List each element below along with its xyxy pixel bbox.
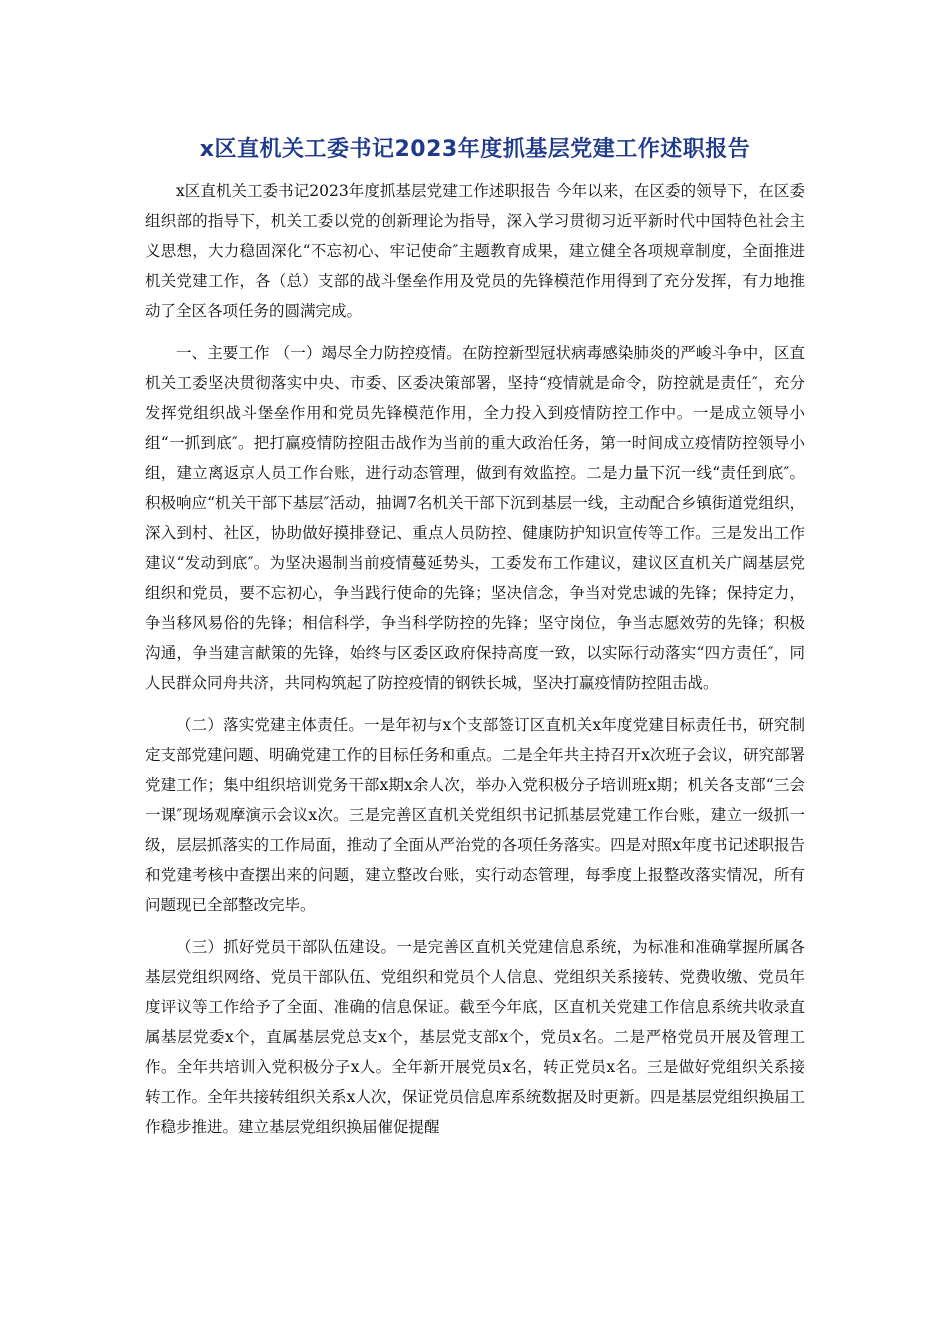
paragraph-intro: x区直机关工委书记2023年度抓基层党建工作述职报告 今年以来，在区委的领导下，在区委组织部的指导下，机关工委以党的创新理论为指导，深入学习贯彻习近平新时代中国特色社会主义思想，大力稳固深化“不忘初心、牢记使命″主题教育成果，建立健全各项规章制度，全面推进机关党建工作，各（总）支部的战斗堡垒作用及党员的先锋模范作用得到了充分发挥，有力地推动了全区各项任务的圆满完成。: [145, 182, 805, 320]
document-page: [145, 130, 805, 1154]
paragraph-party-responsibility: （二）落实党建主体责任。一是年初与x个支部签订区直机关x年度党建目标责任书，研究制定支部党建问题、明确党建工作的目标任务和重点。二是全年共主持召开x次班子会议，研究部署党建工作；集中组织培训党务干部x期x余人次，举办入党积极分子培训班x期；机关各支部“三会一课″现场观摩演示会议x次。三是完善区直机关党组织书记抓基层党建工作台账，建立一级抓一级，层层抓落实的工作局面，推动了全面从严治党的各项任务落实。四是对照x年度书记述职报告和党建考核中查摆出来的问题，建立整改台账，实行动态管理，每季度上报整改落实情况，所有问题现已全部整改完毕。: [145, 716, 805, 914]
paragraph-epidemic-control: 一、主要工作 （一）竭尽全力防控疫情。在防控新型冠状病毒感染肺炎的严峻斗争中，区直机关工委坚决贯彻落实中央、市委、区委决策部署，坚持“疫情就是命令，防控就是责任″，充分发挥党组织战斗堡垒作用和党员先锋模范作用，全力投入到疫情防控工作中。一是成立领导小组“一抓到底″。把打赢疫情防控阻击战作为当前的重大政治任务，第一时间成立疫情防控领导小组，建立离返京人员工作台账，进行动态管理，做到有效监控。二是力量下沉一线“责任到底″。积极响应“机关干部下基层″活动，抽调7名机关干部下沉到基层一线，主动配合乡镇街道党组织，深入到村、社区，协助做好摸排登记、重点人员防控、健康防护知识宣传等工作。三是发出工作建议“发动到底″。为坚决遏制当前疫情蔓延势头，工委发布工作建议，建议区直机关广阔基层党组织和党员，要不忘初心，争当践行使命的先锋；坚决信念，争当对党忠诚的先锋；保持定力，争当移风易俗的先锋；相信科学，争当科学防控的先锋；坚守岗位，争当志愿效劳的先锋；积极沟通，争当建言献策的先锋，始终与区委区政府保持高度一致，以实际行动落实“四方责任″，同人民群众同舟共济，共同构筑起了防控疫情的钢铁长城，坚决打赢疫情防控阻击战。: [145, 344, 805, 692]
paragraph-cadre-building: （三）抓好党员干部队伍建设。一是完善区直机关党建信息系统，为标准和准确掌握所属各基层党组织网络、党员干部队伍、党组织和党员个人信息、党组织关系接转、党费收缴、党员年度评议等工作给予了全面、准确的信息保证。截至今年底，区直机关党建工作信息系统共收录直属基层党委x个，直属基层党总支x个，基层党支部x个，党员x名。二是严格党员开展及管理工作。全年共培训入党积极分子x人。全年新开展党员x名，转正党员x名。三是做好党组织关系接转工作。全年共接转组织关系x人次，保证党员信息库系统数据及时更新。四是基层党组织换届工作稳步推进。建立基层党组织换届催促提醒: [145, 938, 805, 1136]
document-title: x区直机关工委书记2023年度抓基层党建工作述职报告: [199, 137, 751, 162]
